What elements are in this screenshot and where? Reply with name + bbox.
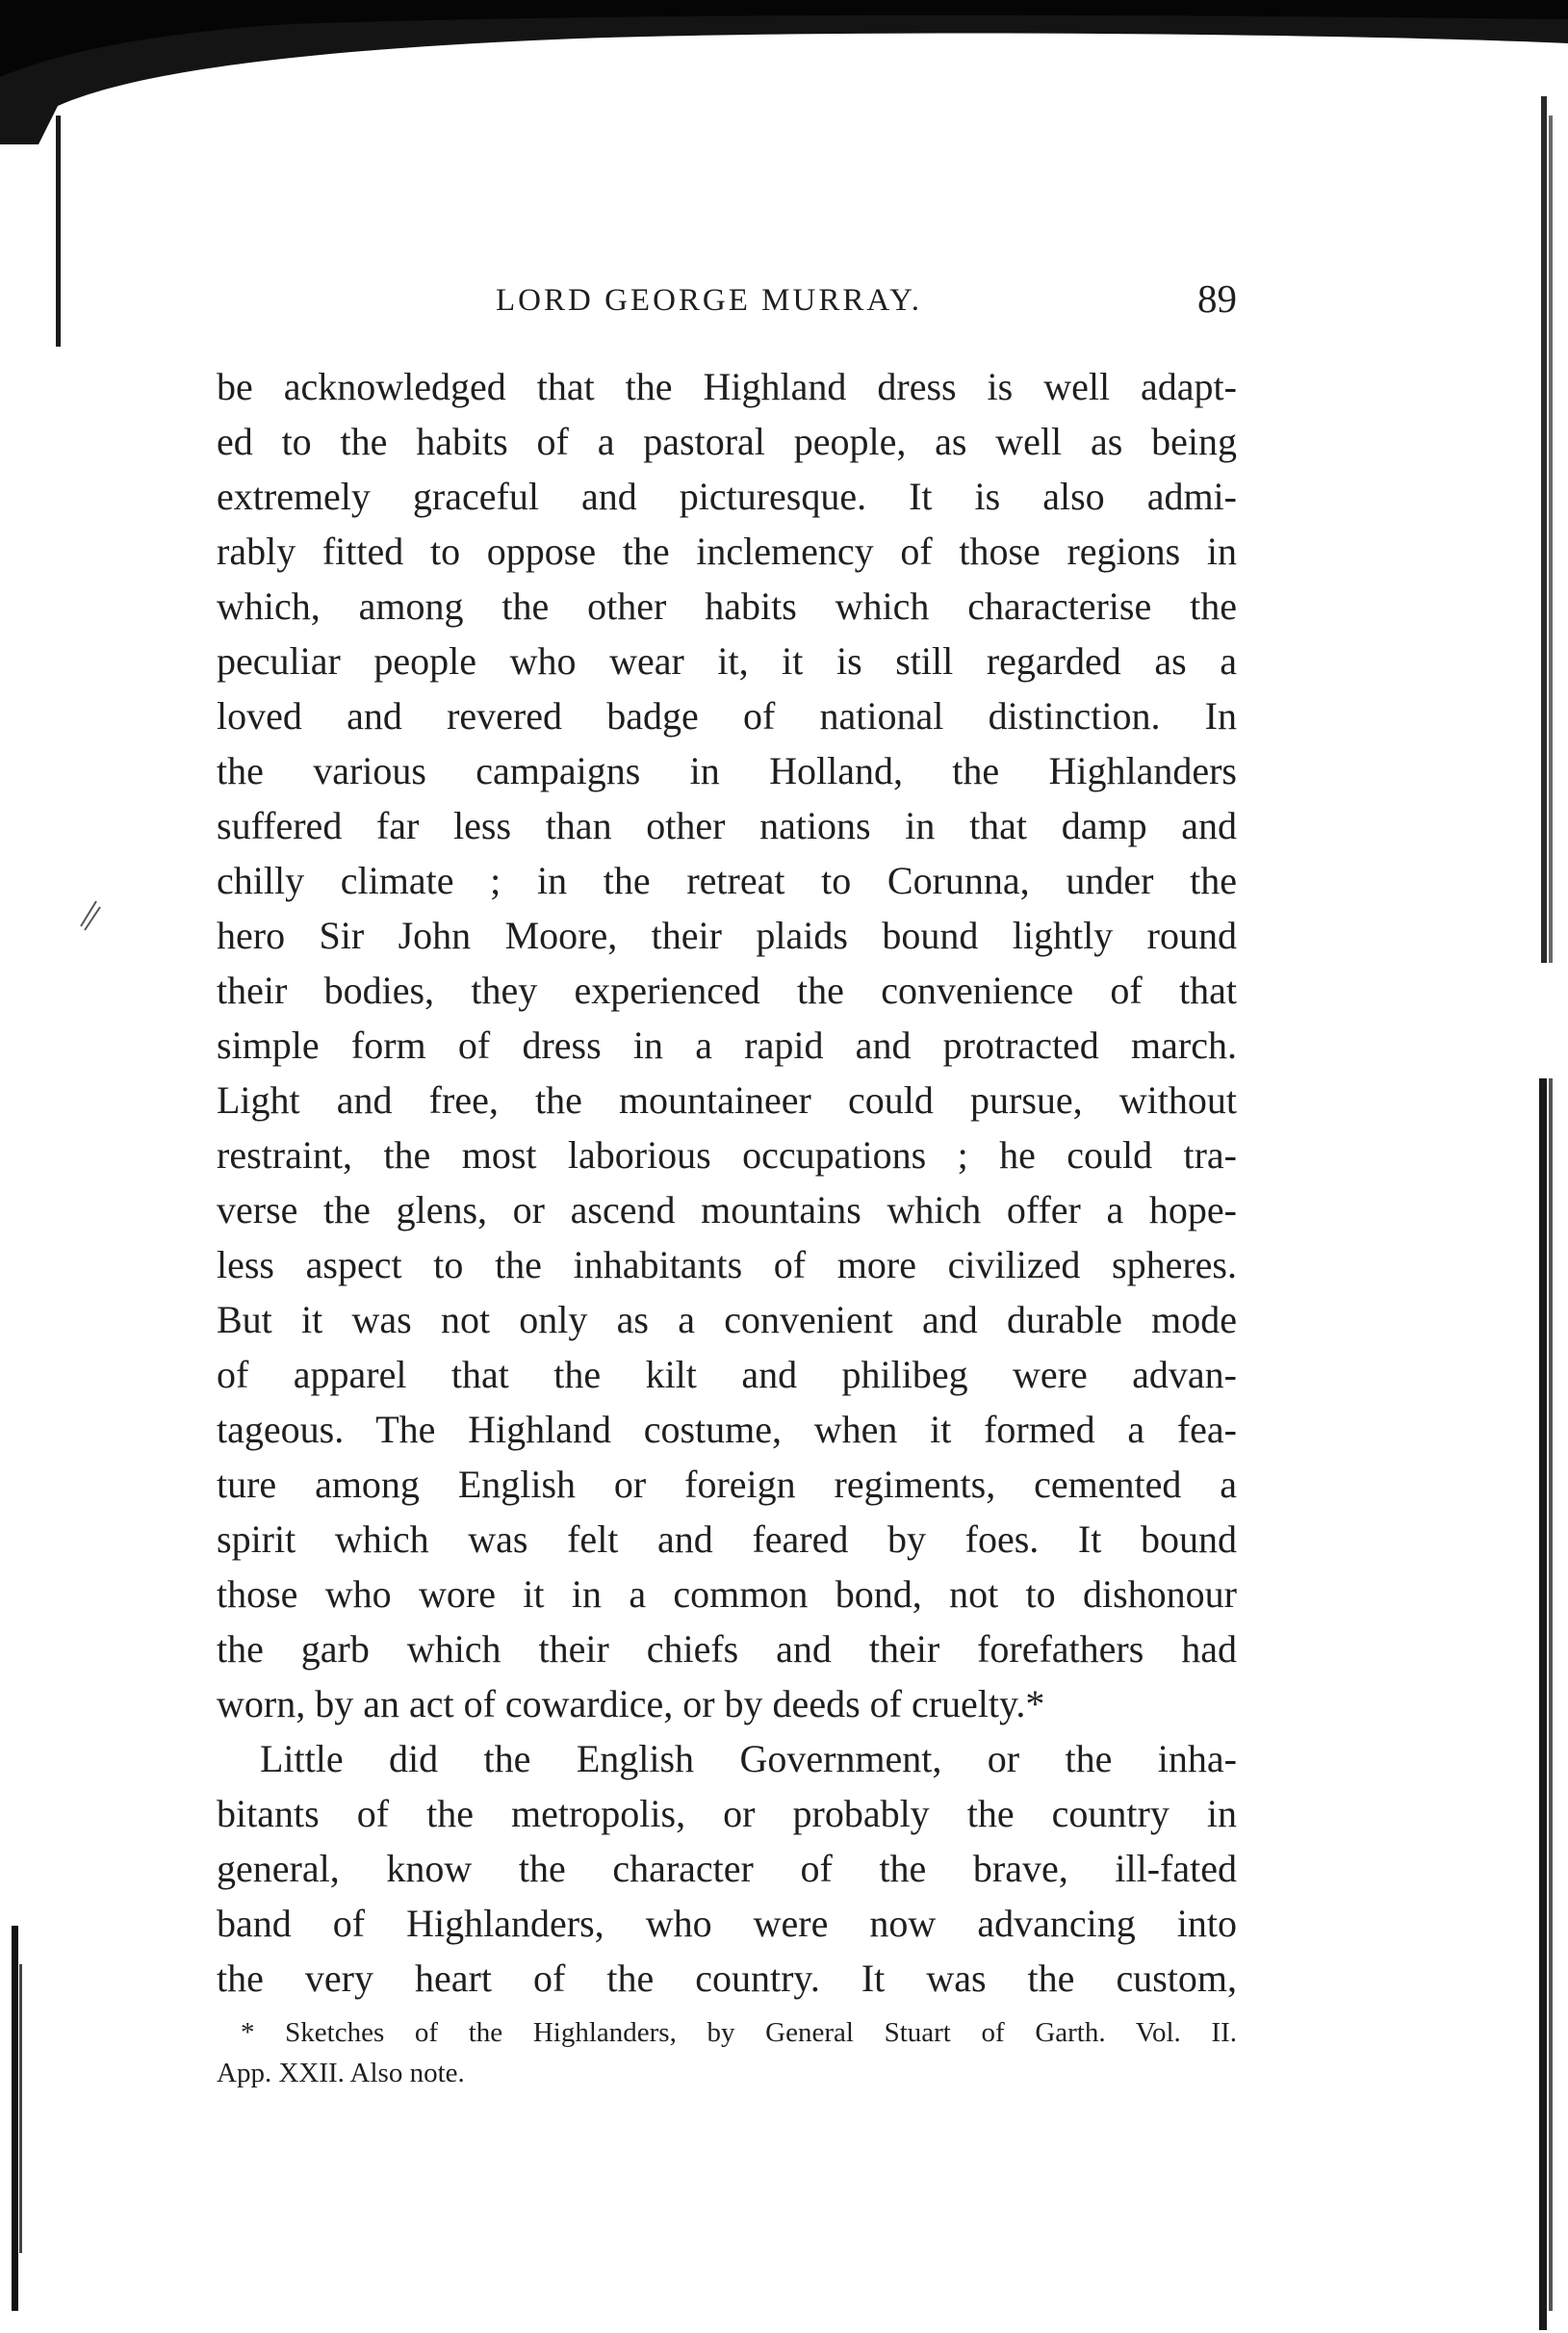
text-line: But it was not only as a convenient and durable mode	[217, 1298, 1237, 1341]
scan-left-margin-mark	[39, 116, 77, 347]
text-line: band of Highlanders, who were now advancing into	[217, 1902, 1237, 1945]
text-line: verse the glens, or ascend mountains which offer a hope-	[217, 1188, 1237, 1231]
page-header	[217, 275, 1237, 333]
page-number: 89	[1197, 276, 1237, 321]
text-line: be acknowledged that the Highland dress is well adapt-	[217, 365, 1237, 408]
text-line: the various campaigns in Holland, the Highlanders	[217, 749, 1237, 792]
text-line: extremely graceful and picturesque. It is also admi-	[217, 475, 1237, 518]
text-line: loved and revered badge of national distinction. In	[217, 694, 1237, 738]
text-line: Light and free, the mountaineer could pursue, without	[217, 1078, 1237, 1122]
footnote-line: App. XXII. Also note.	[217, 2058, 465, 2088]
text-line: worn, by an act of cowardice, or by deeds of cruelty.*	[217, 1682, 1045, 1725]
text-line: general, know the character of the brave, ill-fated	[217, 1847, 1237, 1890]
scan-top-edge-shadow	[0, 0, 1568, 144]
text-line: suffered far less than other nations in that damp and	[217, 804, 1237, 847]
footnote-line: * Sketches of the Highlanders, by General Stuart of Garth. Vol. II.	[241, 2017, 1237, 2048]
running-head: LORD GEORGE MURRAY.	[496, 283, 922, 318]
text-line: the very heart of the country. It was the custom,	[217, 1957, 1237, 2000]
text-line: those who wore it in a common bond, not to dishonour	[217, 1572, 1237, 1616]
pencil-mark	[75, 895, 104, 934]
paragraph-start-line: Little did the English Government, or the inha-	[260, 1737, 1237, 1780]
text-line: which, among the other habits which characterise the	[217, 584, 1237, 628]
text-line: restraint, the most laborious occupations ; he could tra-	[217, 1133, 1237, 1177]
text-line: hero Sir John Moore, their plaids bound lightly round	[217, 914, 1237, 957]
body-text	[217, 359, 1237, 2006]
text-line: ture among English or foreign regiments, cemented a	[217, 1463, 1237, 1506]
text-line: less aspect to the inhabitants of more civilized spheres.	[217, 1243, 1237, 1286]
scan-right-edge-shadow	[1520, 96, 1568, 2330]
text-line: simple form of dress in a rapid and protracted march.	[217, 1024, 1237, 1067]
text-line: chilly climate ; in the retreat to Corunna, under the	[217, 859, 1237, 902]
text-line: ed to the habits of a pastoral people, as well as being	[217, 420, 1237, 463]
text-line: the garb which their chiefs and their forefathers had	[217, 1627, 1237, 1671]
text-line: spirit which was felt and feared by foes. It bound	[217, 1517, 1237, 1561]
footnote	[217, 2012, 1237, 2093]
text-line: tageous. The Highland costume, when it formed a fea-	[217, 1408, 1237, 1451]
text-line: bitants of the metropolis, or probably the country in	[217, 1792, 1237, 1835]
scan-left-margin-mark-lower	[0, 1926, 39, 2311]
text-line: rably fitted to oppose the inclemency of those regions in	[217, 530, 1237, 573]
text-line: of apparel that the kilt and philibeg were advan-	[217, 1353, 1237, 1396]
text-line: their bodies, they experienced the convenience of that	[217, 969, 1237, 1012]
text-line: peculiar people who wear it, it is still regarded as a	[217, 639, 1237, 683]
